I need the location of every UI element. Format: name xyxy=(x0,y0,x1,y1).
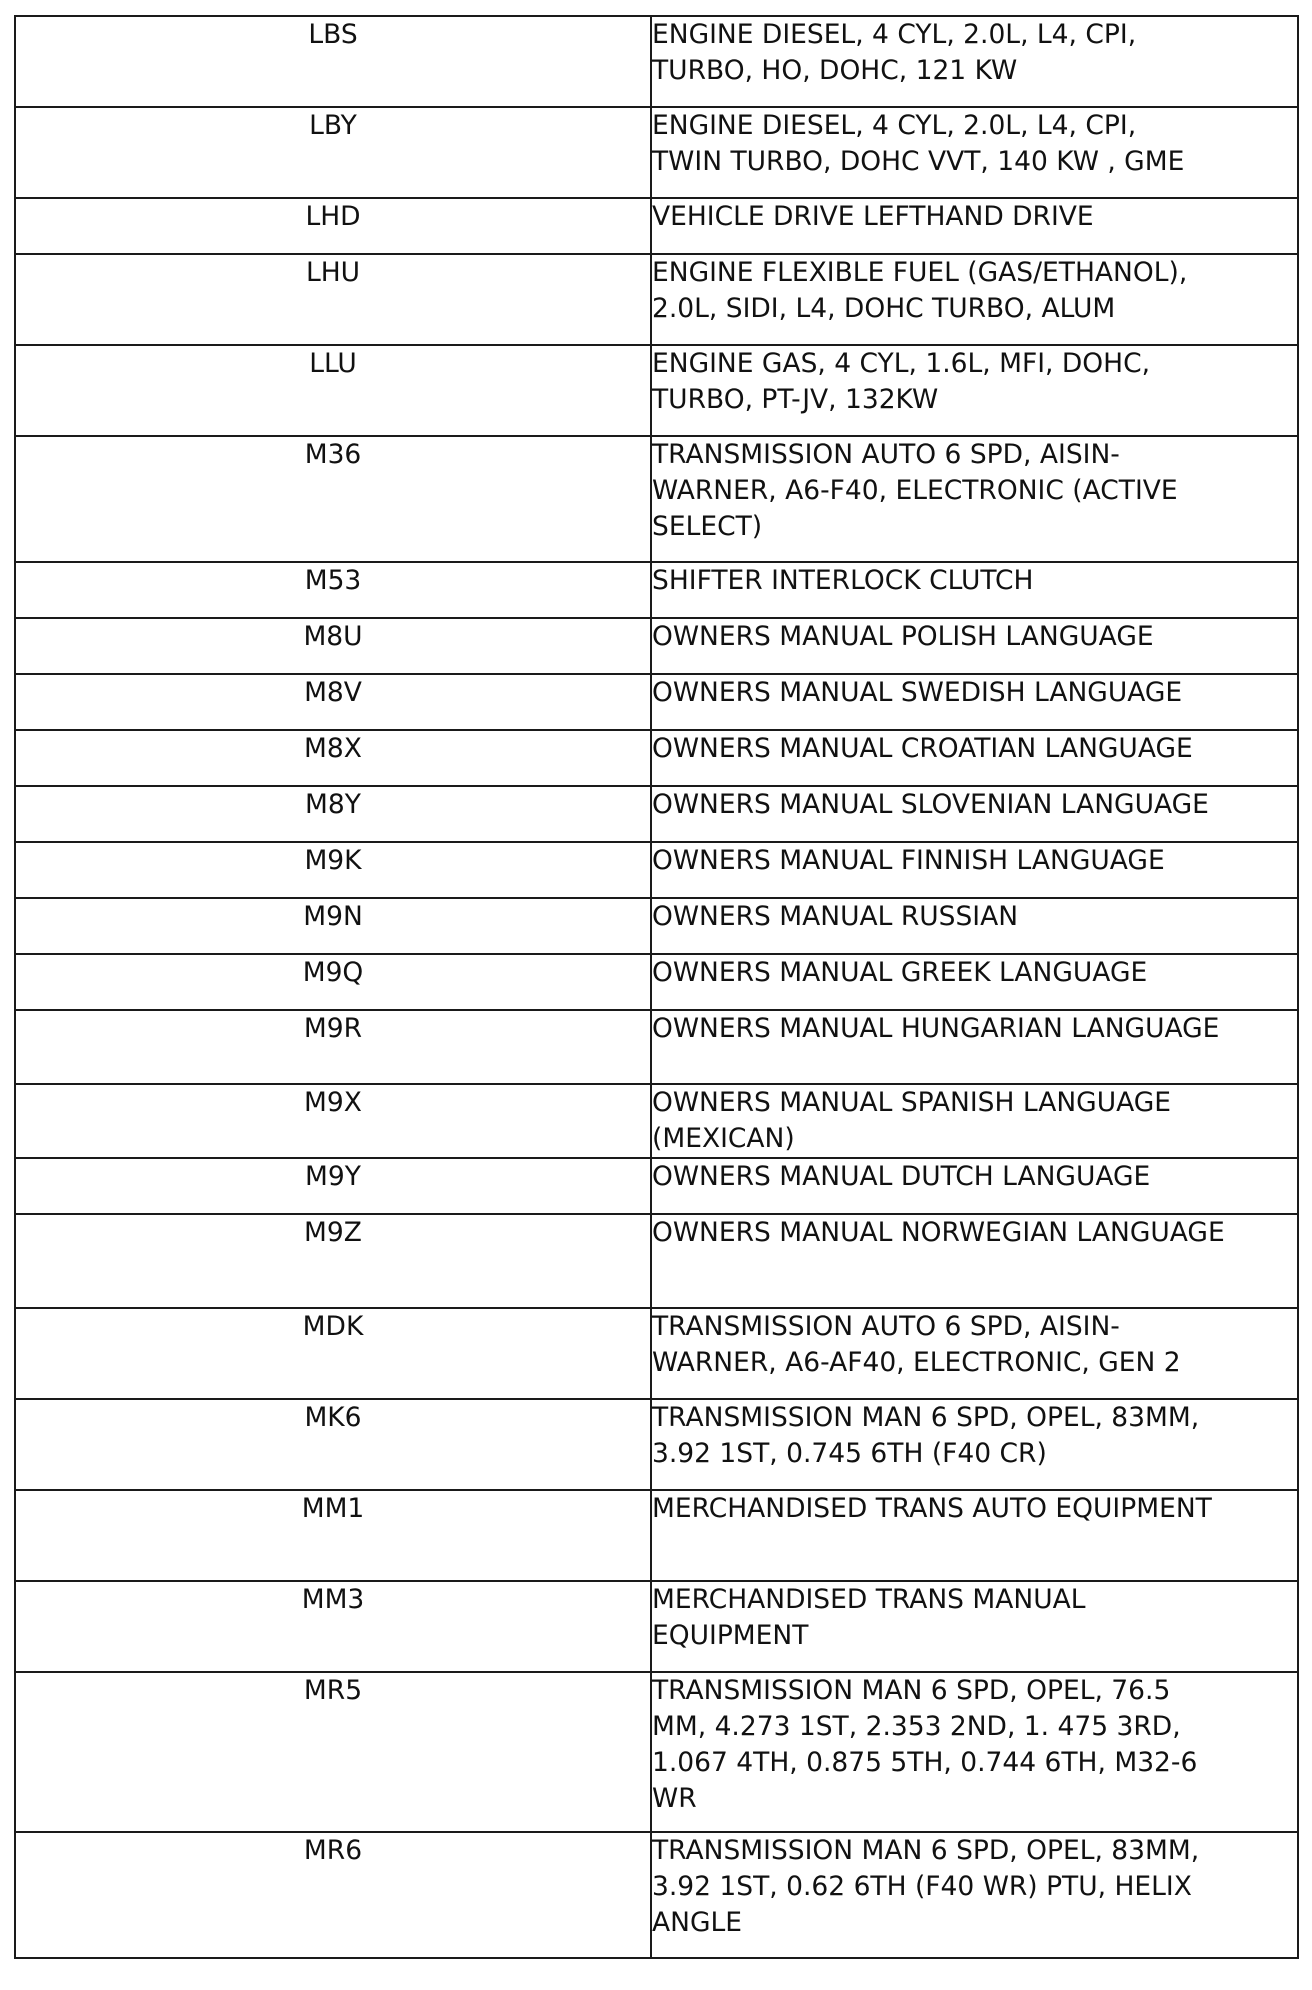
option-code-cell: LHD xyxy=(15,198,651,254)
option-code-cell: MM1 xyxy=(15,1490,651,1581)
option-description-cell xyxy=(651,674,1298,730)
option-description-cell xyxy=(651,254,1298,345)
option-code-cell: M8V xyxy=(15,674,651,730)
option-description-cell xyxy=(651,786,1298,842)
option-code-table xyxy=(14,15,1299,1959)
option-code-cell: M8X xyxy=(15,730,651,786)
option-description-cell xyxy=(651,1399,1298,1490)
table-row xyxy=(15,1581,1298,1672)
table-row xyxy=(15,842,1298,898)
option-description-cell xyxy=(651,1308,1298,1399)
table-row xyxy=(15,1832,1298,1958)
table-row xyxy=(15,345,1298,436)
table-row xyxy=(15,1490,1298,1581)
option-description-text: OWNERS MANUAL CROATIAN LANGUAGE xyxy=(652,733,1193,764)
option-description-text: OWNERS MANUAL FINNISH LANGUAGE xyxy=(652,845,1165,876)
option-code-cell: MR6 xyxy=(15,1832,651,1958)
option-description-text: ENGINE GAS, 4 CYL, 1.6L, MFI, DOHC, TURBO, PT-JV, 132KW xyxy=(652,348,1151,415)
table-row xyxy=(15,254,1298,345)
option-description-cell xyxy=(651,1490,1298,1581)
option-description-text: ENGINE FLEXIBLE FUEL (GAS/ETHANOL), 2.0L, SIDI, L4, DOHC TURBO, ALUM xyxy=(652,257,1188,324)
option-description-text: TRANSMISSION AUTO 6 SPD, AISIN- WARNER, A6-AF40, ELECTRONIC, GEN 2 xyxy=(652,1311,1181,1378)
option-description-text: OWNERS MANUAL RUSSIAN xyxy=(652,901,1019,932)
table-row xyxy=(15,1214,1298,1308)
option-description-text: SHIFTER INTERLOCK CLUTCH xyxy=(652,565,1034,596)
table-row xyxy=(15,1158,1298,1214)
table-row xyxy=(15,954,1298,1010)
option-description-cell xyxy=(651,107,1298,198)
option-code-cell: LBY xyxy=(15,107,651,198)
option-description-cell xyxy=(651,1832,1298,1958)
option-description-text: OWNERS MANUAL SLOVENIAN LANGUAGE xyxy=(652,789,1209,820)
option-description-text: OWNERS MANUAL GREEK LANGUAGE xyxy=(652,957,1148,988)
option-description-text: OWNERS MANUAL NORWEGIAN LANGUAGE xyxy=(652,1217,1225,1248)
option-code-cell: M9Q xyxy=(15,954,651,1010)
option-description-cell xyxy=(651,954,1298,1010)
option-description-text: TRANSMISSION MAN 6 SPD, OPEL, 83MM, 3.92 1ST, 0.62 6TH (F40 WR) PTU, HELIX ANGLE xyxy=(652,1835,1200,1938)
option-description-cell xyxy=(651,730,1298,786)
table-row xyxy=(15,730,1298,786)
option-code-cell: MR5 xyxy=(15,1672,651,1832)
option-description-cell xyxy=(651,562,1298,618)
option-description-cell xyxy=(651,198,1298,254)
option-description-cell xyxy=(651,842,1298,898)
option-code-cell: M9X xyxy=(15,1084,651,1158)
table-row xyxy=(15,1010,1298,1084)
table-row xyxy=(15,898,1298,954)
option-description-text: OWNERS MANUAL SWEDISH LANGUAGE xyxy=(652,677,1183,708)
option-description-cell xyxy=(651,1214,1298,1308)
option-description-cell xyxy=(651,1084,1298,1158)
option-code-cell: M53 xyxy=(15,562,651,618)
option-description-text: OWNERS MANUAL SPANISH LANGUAGE (MEXICAN) xyxy=(652,1087,1172,1154)
option-description-cell xyxy=(651,16,1298,107)
option-description-text: OWNERS MANUAL HUNGARIAN LANGUAGE xyxy=(652,1013,1220,1044)
option-description-cell xyxy=(651,1581,1298,1672)
option-description-cell xyxy=(651,345,1298,436)
option-code-cell: LLU xyxy=(15,345,651,436)
table-body xyxy=(15,16,1298,1958)
table-row xyxy=(15,107,1298,198)
option-description-cell xyxy=(651,898,1298,954)
table-row xyxy=(15,1084,1298,1158)
table-row xyxy=(15,674,1298,730)
option-description-cell xyxy=(651,1010,1298,1084)
option-code-cell: M9N xyxy=(15,898,651,954)
option-code-cell: MDK xyxy=(15,1308,651,1399)
option-code-cell: LHU xyxy=(15,254,651,345)
option-description-text: MERCHANDISED TRANS AUTO EQUIPMENT xyxy=(652,1493,1212,1524)
table-row xyxy=(15,436,1298,562)
table-row xyxy=(15,198,1298,254)
option-description-text: TRANSMISSION AUTO 6 SPD, AISIN- WARNER, A6-F40, ELECTRONIC (ACTIVE SELECT) xyxy=(652,439,1178,542)
table-row xyxy=(15,1672,1298,1832)
option-description-text: OWNERS MANUAL DUTCH LANGUAGE xyxy=(652,1161,1151,1192)
option-code-cell: M9Z xyxy=(15,1214,651,1308)
option-code-cell: MK6 xyxy=(15,1399,651,1490)
table-row xyxy=(15,16,1298,107)
table-row xyxy=(15,1308,1298,1399)
option-code-cell: M8U xyxy=(15,618,651,674)
option-code-cell: M36 xyxy=(15,436,651,562)
option-code-cell: M9Y xyxy=(15,1158,651,1214)
option-description-text: ENGINE DIESEL, 4 CYL, 2.0L, L4, CPI, TURBO, HO, DOHC, 121 KW xyxy=(652,19,1137,86)
option-description-text: TRANSMISSION MAN 6 SPD, OPEL, 83MM, 3.92 1ST, 0.745 6TH (F40 CR) xyxy=(652,1402,1200,1469)
option-code-cell: M9K xyxy=(15,842,651,898)
option-description-cell xyxy=(651,436,1298,562)
option-description-text: MERCHANDISED TRANS MANUAL EQUIPMENT xyxy=(652,1584,1086,1651)
option-code-cell: MM3 xyxy=(15,1581,651,1672)
option-description-cell xyxy=(651,618,1298,674)
option-description-text: VEHICLE DRIVE LEFTHAND DRIVE xyxy=(652,201,1094,232)
option-code-cell: LBS xyxy=(15,16,651,107)
table-row xyxy=(15,786,1298,842)
option-description-cell xyxy=(651,1672,1298,1832)
table-row xyxy=(15,562,1298,618)
table-row xyxy=(15,1399,1298,1490)
option-code-cell: M8Y xyxy=(15,786,651,842)
option-description-cell xyxy=(651,1158,1298,1214)
option-description-text: OWNERS MANUAL POLISH LANGUAGE xyxy=(652,621,1154,652)
option-description-text: TRANSMISSION MAN 6 SPD, OPEL, 76.5 MM, 4.273 1ST, 2.353 2ND, 1. 475 3RD, 1.067 4TH, 0.875 5TH, 0.744 6TH, M32-6 WR xyxy=(652,1675,1198,1814)
option-code-cell: M9R xyxy=(15,1010,651,1084)
table-row xyxy=(15,618,1298,674)
option-description-text: ENGINE DIESEL, 4 CYL, 2.0L, L4, CPI, TWIN TURBO, DOHC VVT, 140 KW , GME xyxy=(652,110,1185,177)
